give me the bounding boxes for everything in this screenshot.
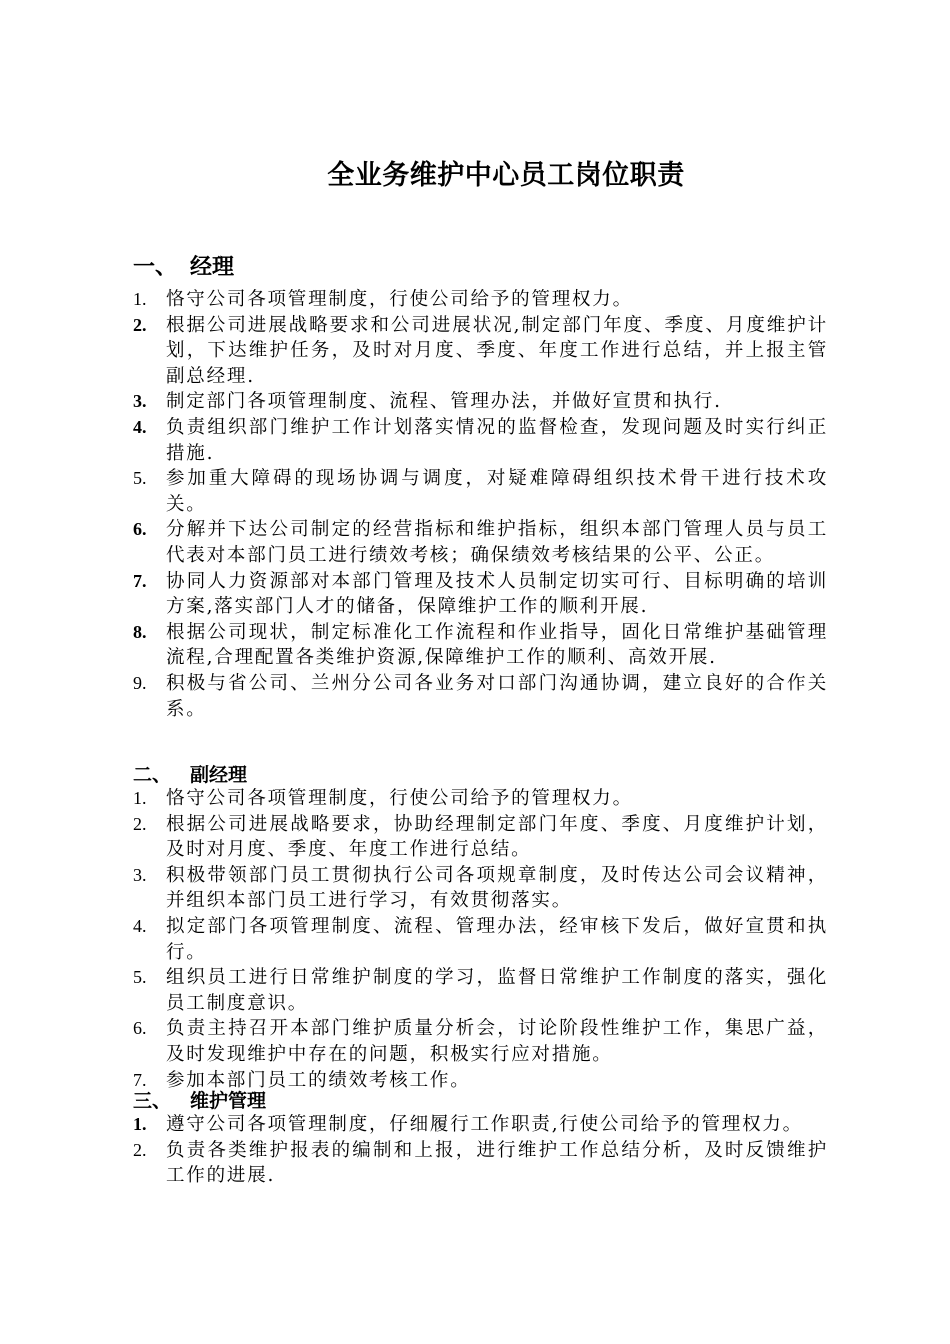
section-heading — [133, 250, 833, 280]
item-text: 根据公司进展战略要求，协助经理制定部门年度、季度、月度维护计划，及时对月度、季度、年度工作进行总结。 — [166, 813, 828, 861]
item-number: 8. — [133, 621, 147, 642]
item-text: 恪守公司各项管理制度，行使公司给予的管理权力。 — [166, 788, 633, 809]
item-number: 2. — [133, 314, 147, 335]
item-text: 负责主持召开本部门维护质量分析会，讨论阶段性维护工作，集思广益，及时发现维护中存在的问题，积极实行应对措施。 — [166, 1018, 828, 1065]
item-number: 6. — [133, 1018, 147, 1039]
list-item — [133, 517, 833, 568]
item-text: 根据公司进展战略要求和公司进展状况,制定部门年度、季度、月度维护计划，下达维护任务，及时对月度、季度、年度工作进行总结，并上报主管副总经理. — [166, 314, 828, 387]
section-deputy-manager — [133, 760, 833, 1093]
list-item — [133, 1112, 833, 1138]
section-maintenance-management — [133, 1086, 833, 1189]
list-item — [133, 389, 833, 415]
section-title: 经理 — [190, 255, 235, 280]
item-text: 协同人力资源部对本部门管理及技术人员制定切实可行、目标明确的培训方案,落实部门人才的储备，保障维护工作的顺利开展. — [166, 570, 828, 618]
list-item — [133, 620, 833, 671]
item-number: 5. — [133, 468, 147, 489]
item-text: 拟定部门各项管理制度、流程、管理办法，经审核下发后，做好宣贯和执行。 — [166, 915, 828, 963]
item-number: 7. — [133, 1069, 147, 1090]
item-number: 7. — [133, 570, 147, 591]
item-number: 5. — [133, 967, 147, 988]
document-title: 全业务维护中心员工岗位职责 — [327, 160, 685, 191]
list-item — [133, 1138, 833, 1189]
list-item — [133, 671, 833, 722]
section-heading — [133, 760, 833, 786]
item-number: 1. — [133, 1114, 147, 1134]
section-number: 一、 — [133, 255, 178, 280]
section-number: 二、 — [133, 764, 172, 786]
duty-list — [133, 1112, 833, 1189]
item-number: 4. — [133, 915, 147, 936]
item-text: 负责各类维护报表的编制和上报，进行维护工作总结分析，及时反馈维护工作的进展. — [166, 1139, 828, 1187]
item-number: 9. — [133, 672, 147, 693]
item-number: 2. — [133, 813, 147, 834]
item-text: 恪守公司各项管理制度，行使公司给予的管理权力。 — [166, 289, 633, 310]
duty-list — [133, 786, 833, 1093]
item-text: 积极与省公司、兰州分公司各业务对口部门沟通协调，建立良好的合作关系。 — [166, 672, 828, 720]
list-item — [133, 313, 833, 390]
list-item — [133, 863, 833, 914]
list-item — [133, 786, 833, 812]
list-item — [133, 415, 833, 466]
item-number: 6. — [133, 519, 147, 540]
section-number: 三、 — [133, 1090, 172, 1112]
section-title: 副经理 — [190, 764, 248, 786]
item-number: 4. — [133, 416, 147, 437]
item-text: 负责组织部门维护工作计划落实情况的监督检查，发现问题及时实行纠正措施. — [166, 416, 828, 464]
item-text: 组织员工进行日常维护制度的学习，监督日常维护工作制度的落实，强化员工制度意识。 — [166, 967, 828, 1014]
item-text: 遵守公司各项管理制度，仔细履行工作职责,行使公司给予的管理权力。 — [166, 1114, 803, 1135]
list-item — [133, 287, 833, 313]
item-text: 积极带领部门员工贯彻执行公司各项规章制度，及时传达公司会议精神，并组织本部门员工进行学习，有效贯彻落实。 — [166, 864, 828, 912]
item-text: 参加本部门员工的绩效考核工作。 — [166, 1069, 471, 1091]
list-item — [133, 466, 833, 517]
item-text: 分解并下达公司制定的经营指标和维护指标，组织本部门管理人员与员工代表对本部门员工进行绩效考核；确保绩效考核结果的公平、公正。 — [166, 519, 828, 566]
item-number: 3. — [133, 864, 147, 885]
item-number: 3. — [133, 391, 147, 412]
section-heading — [133, 1086, 833, 1112]
list-item — [133, 965, 833, 1016]
section-manager — [133, 250, 833, 722]
section-title: 维护管理 — [190, 1090, 267, 1112]
item-number: 1. — [133, 788, 147, 808]
item-number: 1. — [133, 289, 147, 309]
list-item — [133, 812, 833, 863]
duty-list — [133, 287, 833, 722]
list-item — [133, 1016, 833, 1067]
list-item — [133, 914, 833, 965]
item-text: 参加重大障碍的现场协调与调度，对疑难障碍组织技术骨干进行技术攻关。 — [166, 468, 828, 515]
list-item — [133, 569, 833, 620]
item-text: 制定部门各项管理制度、流程、管理办法，并做好宣贯和执行. — [166, 391, 722, 413]
item-text: 根据公司现状，制定标准化工作流程和作业指导，固化日常维护基础管理流程,合理配置各类维护资源,保障维护工作的顺利、高效开展. — [166, 621, 828, 669]
item-number: 2. — [133, 1139, 147, 1160]
